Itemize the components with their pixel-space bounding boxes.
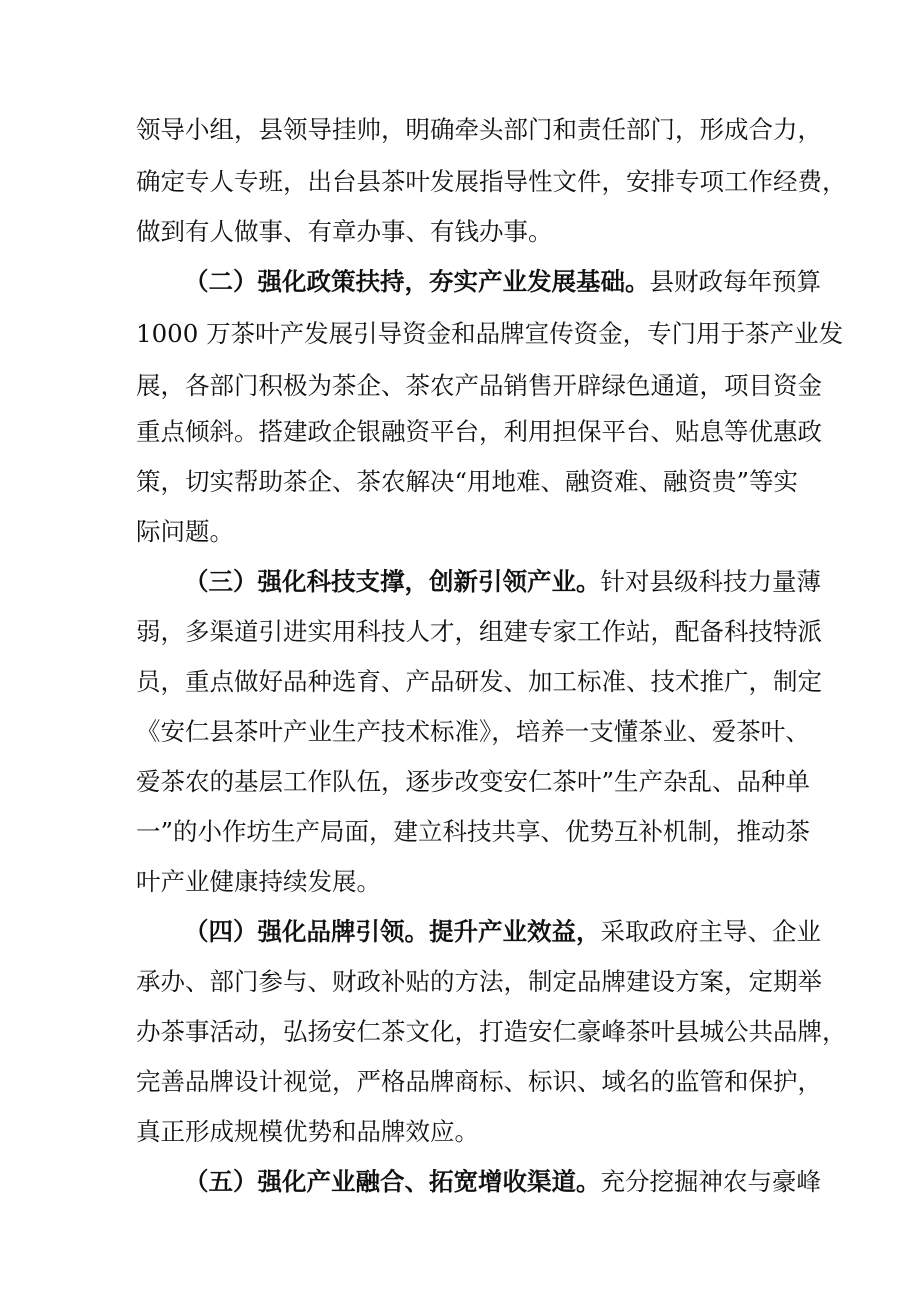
- paragraph-2-line-2: 1000 万茶叶产发展引导资金和品牌宣传资金，专门用于茶产业发: [136, 319, 844, 348]
- paragraph-3-heading: （三）强化科技支撑，创新引领产业。: [184, 567, 601, 596]
- paragraph-3-line-5: 爱茶农的基层工作队伍，逐步改变安仁茶叶”生产杂乱、品种单: [136, 767, 811, 796]
- paragraph-4-line-3: 办茶事活动，弘扬安仁茶文化，打造安仁豪峰茶叶县城公共品牌，: [136, 1017, 847, 1046]
- paragraph-2-heading: （二）强化政策扶持，夯实产业发展基础。: [184, 267, 650, 296]
- paragraph-2-first-line-rest: 县财政每年预算: [649, 267, 821, 296]
- paragraph-2-line-6: 际问题。: [136, 517, 234, 546]
- paragraph-3-line-3: 员，重点做好品种选育、产品研发、加工标准、技术推广，制定: [136, 667, 822, 696]
- paragraph-3-first-line-rest: 针对县级科技力量薄: [600, 567, 821, 596]
- paragraph-1-line-3: 做到有人做事、有章办事、有钱办事。: [136, 217, 553, 246]
- paragraph-4-first-line-rest: 采取政府主导、企业: [600, 917, 821, 946]
- paragraph-2-line-5: 策，切实帮助茶企、茶农解决“用地难、融资难、融资贵”等实: [136, 467, 799, 496]
- paragraph-4-line-5: 真正形成规模优势和品牌效应。: [136, 1117, 479, 1146]
- paragraph-3-line-7: 叶产业健康持续发展。: [136, 867, 381, 896]
- paragraph-3-line-6: 一”的小作坊生产局面，建立科技共享、优势互补机制，推动茶: [136, 817, 811, 846]
- paragraph-4-line-4: 完善品牌设计视觉，严格品牌商标、标识、域名的监管和保护，: [136, 1067, 822, 1096]
- paragraph-2-first-line: [184, 262, 821, 302]
- paragraph-5-heading: （五）强化产业融合、拓宽增收渠道。: [184, 1167, 601, 1196]
- paragraph-5-first-line: [184, 1162, 821, 1202]
- paragraph-3-line-2: 弱，多渠道引进实用科技人才，组建专家工作站，配备科技特派: [136, 617, 822, 646]
- paragraph-5-first-line-rest: 充分挖掘神农与豪峰: [600, 1167, 821, 1196]
- paragraph-4-heading: （四）强化品牌引领。提升产业效益，: [184, 917, 601, 946]
- paragraph-1-line-1: 领导小组，县领导挂帅，明确牵头部门和责任部门，形成合力，: [136, 115, 822, 144]
- paragraph-4-first-line: [184, 912, 821, 952]
- paragraph-1-line-2: 确定专人专班，出台县茶叶发展指导性文件，安排专项工作经费，: [136, 167, 847, 196]
- paragraph-2-line-3: 展，各部门积极为茶企、茶农产品销售开辟绿色通道，项目资金: [136, 371, 822, 400]
- paragraph-3-line-4: 《安仁县茶叶产业生产技术标准》，培养一支懂茶业、爱茶叶、: [136, 717, 810, 746]
- paragraph-2-line-4: 重点倾斜。搭建政企银融资平台，利用担保平台、贴息等优惠政: [136, 417, 822, 446]
- paragraph-4-line-2: 承办、部门参与、财政补贴的方法，制定品牌建设方案，定期举: [136, 967, 822, 996]
- paragraph-3-first-line: [184, 562, 821, 602]
